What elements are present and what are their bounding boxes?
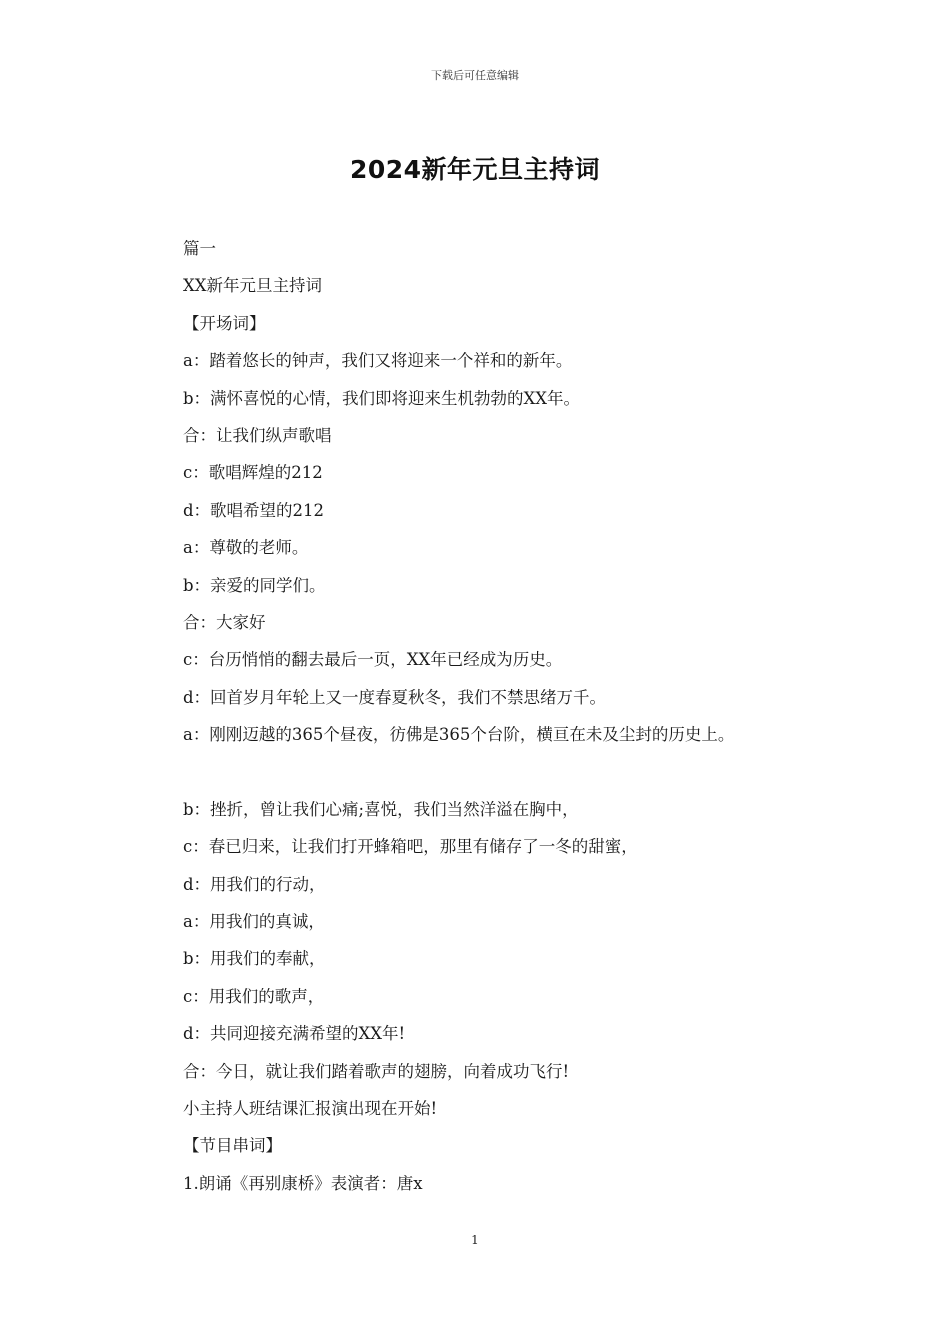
text-line: b：亲爱的同学们。 xyxy=(183,575,326,595)
text-line: b：用我们的奉献， xyxy=(183,949,326,969)
document-body xyxy=(183,236,883,1208)
text-line: 1.朗诵《再别康桥》表演者：唐x xyxy=(183,1173,423,1193)
text-line: d：用我们的行动， xyxy=(183,874,326,894)
text-line: a：尊敬的老师。 xyxy=(183,538,309,558)
text-line: c：春已归来，让我们打开蜂箱吧，那里有储存了一冬的甜蜜， xyxy=(183,837,638,857)
text-line: 篇一 xyxy=(183,239,216,258)
text-line: 合：让我们纵声歌唱 xyxy=(183,425,332,445)
text-line: 【开场词】 xyxy=(183,313,266,333)
text-line: b：满怀喜悦的心情，我们即将迎来生机勃勃的XX年。 xyxy=(183,388,581,408)
text-line: d：共同迎接充满希望的XX年! xyxy=(183,1024,406,1044)
text-line: a：刚刚迈越的365个昼夜，彷佛是365个台阶，横亘在未及尘封的历史上。 xyxy=(183,725,735,745)
text-line: c：歌唱辉煌的212 xyxy=(183,463,323,483)
text-line: 【节目串词】 xyxy=(183,1136,282,1156)
text-line: c：台历悄悄的翻去最后一页，XX年已经成为历史。 xyxy=(183,650,563,670)
blank-line xyxy=(183,759,883,796)
document-title: 2024新年元旦主持词 xyxy=(349,155,601,184)
header-note: 下载后可任意编辑 xyxy=(431,69,519,82)
page-number: 1 xyxy=(471,1233,479,1247)
text-line: c：用我们的歌声， xyxy=(183,986,325,1006)
text-line: b：挫折，曾让我们心痛;喜悦，我们当然洋溢在胸中， xyxy=(183,799,579,819)
text-line: 合：大家好 xyxy=(183,612,266,632)
text-line: a：踏着悠长的钟声，我们又将迎来一个祥和的新年。 xyxy=(183,351,573,371)
text-line: d：回首岁月年轮上又一度春夏秋冬，我们不禁思绪万千。 xyxy=(183,687,607,707)
text-line: 小主持人班结课汇报演出现在开始! xyxy=(183,1098,438,1118)
text-line: a：用我们的真诚， xyxy=(183,912,325,932)
text-line: d：歌唱希望的212 xyxy=(183,500,325,520)
text-line: 合：今日，就让我们踏着歌声的翅膀，向着成功飞行! xyxy=(183,1061,570,1081)
text-line: XX新年元旦主持词 xyxy=(183,276,322,296)
